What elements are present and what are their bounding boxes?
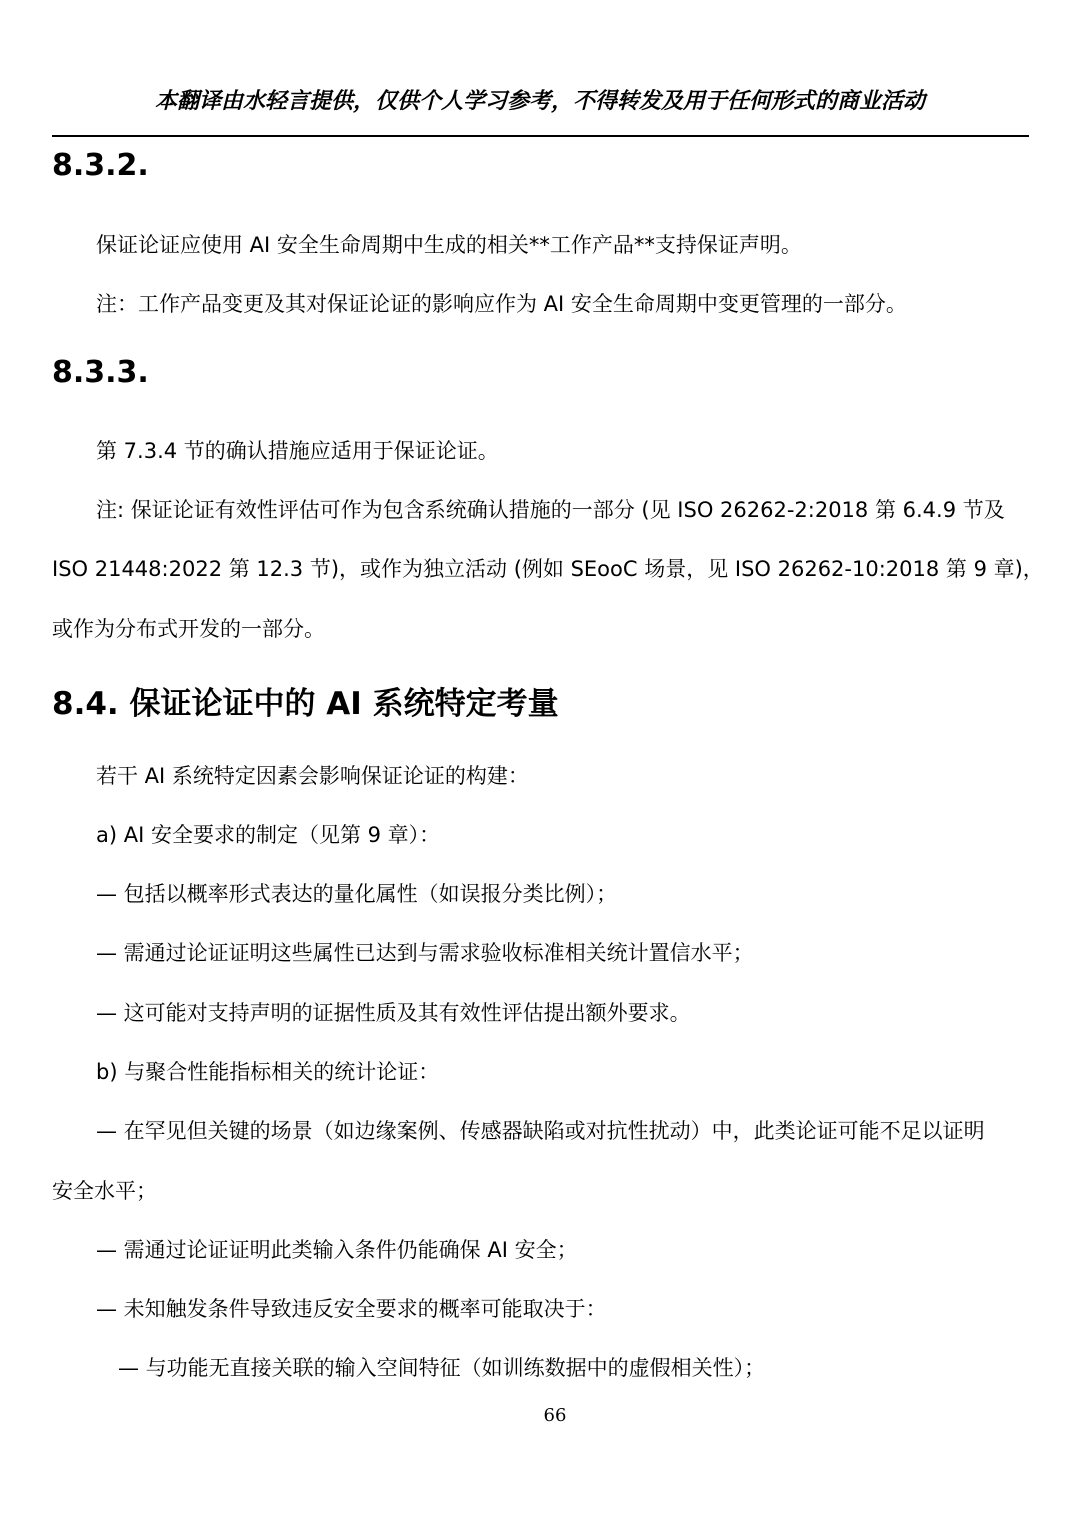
list-item: — 包括以概率形式表达的量化属性（如误报分类比例）； [96, 882, 618, 906]
note-paragraph-line: 注: 保证论证有效性评估可作为包含系统确认措施的一部分 (见 ISO 26262-2:2018 第 6.4.9 节及 [96, 498, 1005, 522]
list-item: — 需通过论证证明此类输入条件仍能确保 AI 安全； [96, 1238, 578, 1262]
list-item: — 在罕见但关键的场景（如边缘案例、传感器缺陷或对抗性扰动）中，此类论证可能不足以证明 [96, 1119, 985, 1143]
header-rule [52, 135, 1029, 137]
list-item-nested: — 与功能无直接关联的输入空间特征（如训练数据中的虚假相关性）； [118, 1356, 766, 1380]
paragraph: 第 7.3.4 节的确认措施应适用于保证论证。 [96, 439, 499, 463]
list-item-continuation: 安全水平； [52, 1179, 157, 1203]
list-item: — 这可能对支持声明的证据性质及其有效性评估提出额外要求。 [96, 1001, 691, 1025]
page-number: 66 [543, 1405, 567, 1426]
note-paragraph: 注：工作产品变更及其对保证论证的影响应作为 AI 安全生命周期中变更管理的一部分。 [96, 292, 907, 316]
section-heading-8-3-3: 8.3.3. [52, 355, 149, 390]
list-item: b) 与聚合性能指标相关的统计论证： [96, 1060, 440, 1084]
note-paragraph-line: 或作为分布式开发的一部分。 [52, 617, 325, 641]
list-item: a) AI 安全要求的制定（见第 9 章）： [96, 823, 441, 847]
section-heading-8-3-2: 8.3.2. [52, 148, 149, 183]
paragraph: 保证论证应使用 AI 安全生命周期中生成的相关**工作产品**支持保证声明。 [96, 233, 802, 257]
list-item: — 未知触发条件导致违反安全要求的概率可能取决于： [96, 1297, 607, 1321]
list-item: — 需通过论证证明这些属性已达到与需求验收标准相关统计置信水平； [96, 941, 754, 965]
note-paragraph-line: ISO 21448:2022 第 12.3 节)，或作为独立活动 (例如 SEooC 场景，见 ISO 26262-10:2018 第 9 章)， [52, 557, 1044, 581]
section-heading-8-4: 8.4. 保证论证中的 AI 系统特定考量 [52, 686, 559, 722]
page-header: 本翻译由水轻言提供，仅供个人学习参考，不得转发及用于任何形式的商业活动 [154, 89, 925, 114]
paragraph: 若干 AI 系统特定因素会影响保证论证的构建： [96, 764, 529, 788]
